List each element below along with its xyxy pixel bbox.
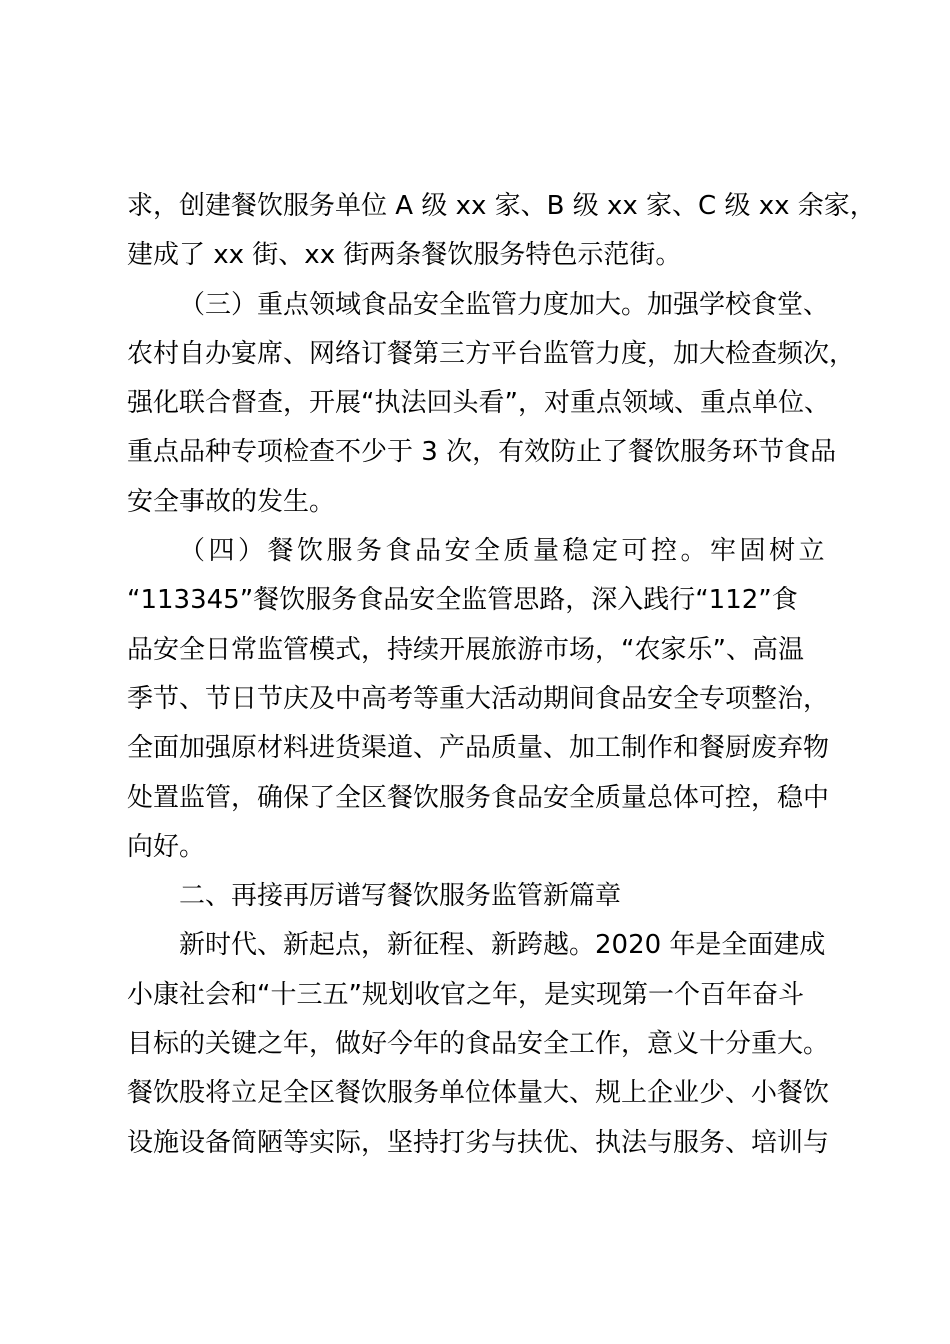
section-heading	[127, 872, 837, 921]
text-line: 农村自办宴席、网络订餐第三方平台监管力度，加大检查频次，	[127, 338, 856, 369]
text-line: “113345”餐饮服务食品安全监管思路，深入践行“112”食	[127, 585, 798, 616]
paragraph-section-three	[127, 281, 856, 527]
text-line: 强化联合督查，开展“执法回头看”，对重点领域、重点单位、	[127, 388, 830, 419]
text-line: 向好。	[127, 831, 206, 862]
text-line: （四）餐饮服务食品安全质量稳定可控。牢固树立	[179, 536, 829, 567]
text-line: 设施设备简陋等实际，坚持打劣与扶优、执法与服务、培训与	[127, 1127, 830, 1158]
text-line: 品安全日常监管模式，持续开展旅游市场，“农家乐”、高温	[127, 634, 804, 665]
document-body	[127, 182, 876, 1168]
text-line: 重点品种专项检查不少于 3 次，有效防止了餐饮服务环节食品	[127, 437, 837, 468]
text-line: 建成了 xx 街、xx 街两条餐饮服务特色示范街。	[127, 240, 682, 271]
text-line: 新时代、新起点，新征程、新跨越。2020 年是全面建成	[179, 930, 826, 961]
text-line: 安全事故的发生。	[127, 486, 336, 517]
text-line: 处置监管，确保了全区餐饮服务食品安全质量总体可控，稳中	[127, 782, 830, 813]
text-line: 餐饮股将立足全区餐饮服务单位体量大、规上企业少、小餐饮	[127, 1078, 830, 1109]
paragraph-part-two	[127, 921, 837, 1167]
text-line: 季节、节日节庆及中高考等重大活动期间食品安全专项整治，	[127, 683, 830, 714]
text-line: （三）重点领域食品安全监管力度加大。加强学校食堂、	[179, 289, 830, 320]
text-line: 目标的关键之年，做好今年的食品安全工作，意义十分重大。	[127, 1029, 830, 1060]
text-line: 全面加强原材料进货渠道、产品质量、加工制作和餐厨废弃物	[127, 733, 830, 764]
heading-text: 二、再接再厉谱写餐饮服务监管新篇章	[179, 881, 622, 912]
paragraph-section-four	[127, 527, 837, 872]
text-line: 求，创建餐饮服务单位 A 级 xx 家、B 级 xx 家、C 级 xx 余家，	[127, 191, 876, 221]
paragraph-continuation	[127, 182, 876, 281]
text-line: 小康社会和“十三五”规划收官之年，是实现第一个百年奋斗	[127, 979, 804, 1010]
